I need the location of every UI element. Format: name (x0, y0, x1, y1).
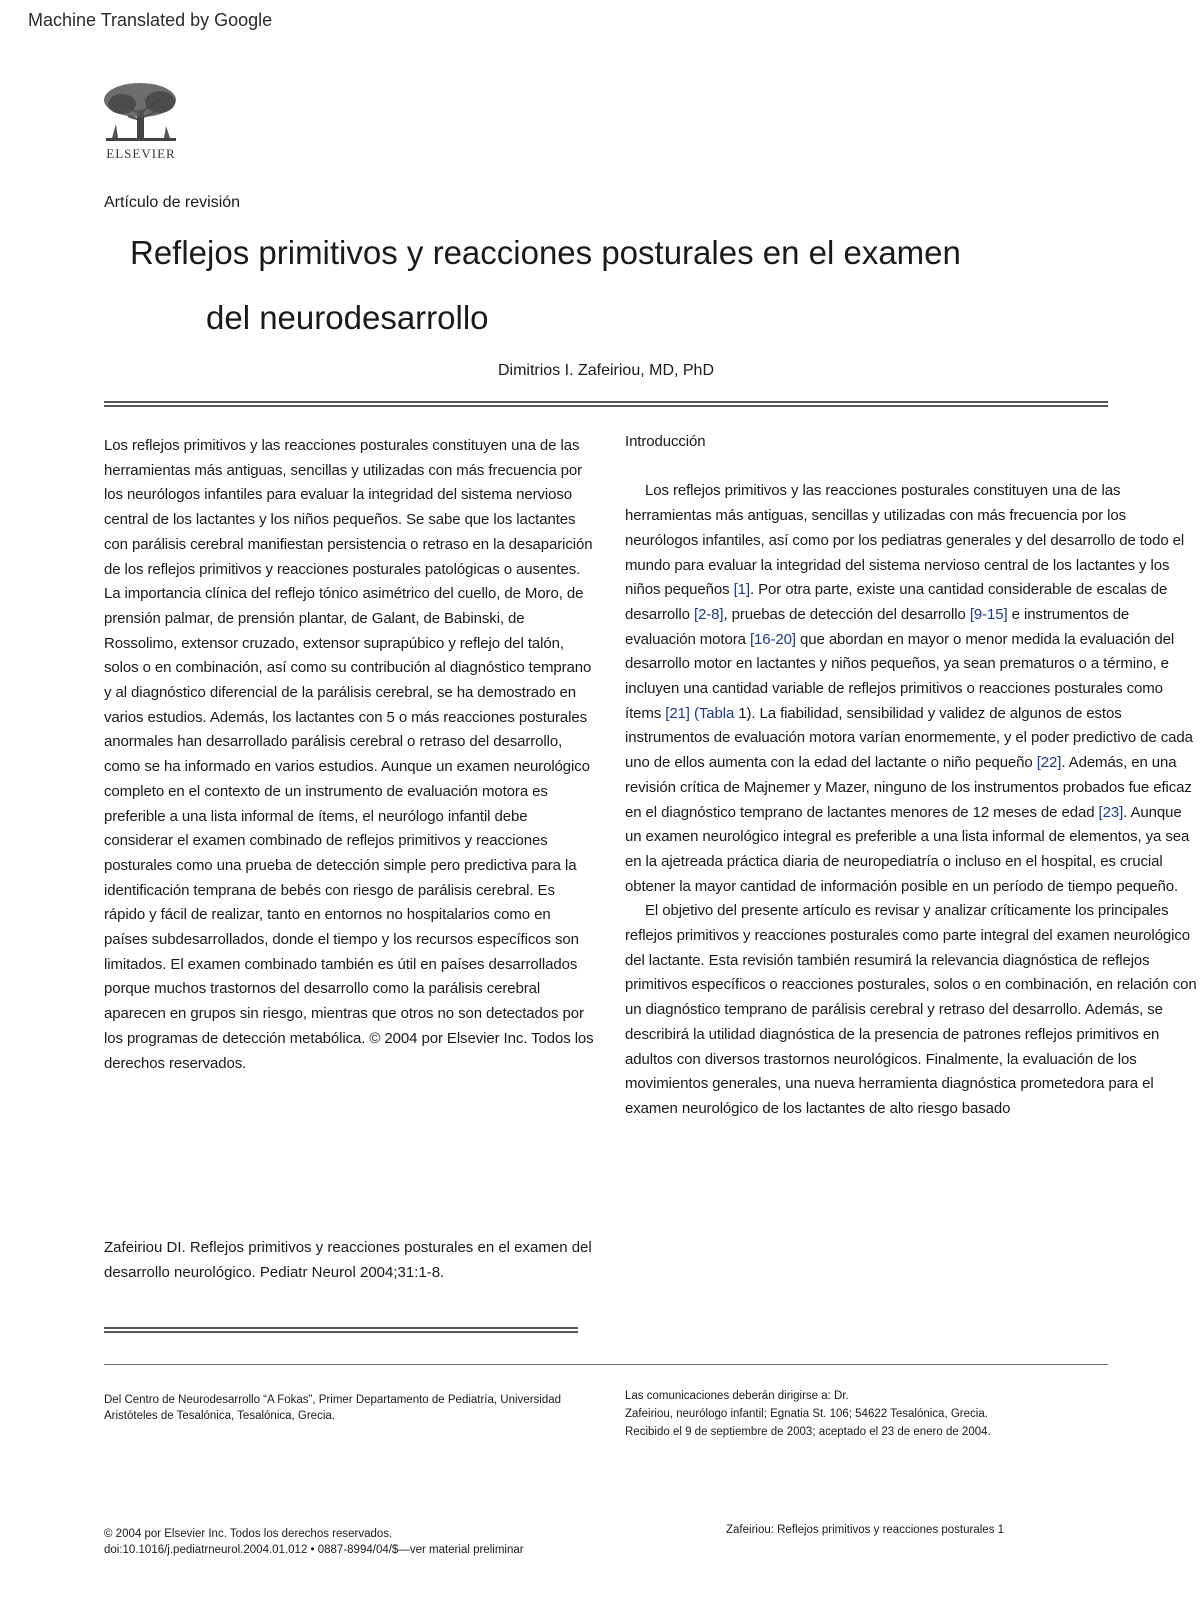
header-divider (104, 401, 1108, 407)
footer-left (104, 1526, 524, 1558)
body-text: . Aunque un examen neurológico integral es preferible a una lista informal de elementos, ya sea en la ajetreada práctica diaria de neuropediatría o incluso en el hospital, es crucial obtener la mayor cantidad de información posible en un período de tiempo pequeño. (625, 803, 1190, 895)
abstract-divider (104, 1327, 578, 1333)
elsevier-logo (100, 80, 182, 166)
author-line: Dimitrios I. Zafeiriou, MD, PhD (497, 362, 715, 379)
title-line-2: del neurodesarrollo (206, 299, 489, 336)
reference-link[interactable]: [16-20] (749, 630, 796, 648)
body-text: . Por otra parte, existe una cantidad considerable de escalas de desarrollo (625, 581, 1168, 623)
reference-link[interactable]: [23] (1098, 803, 1124, 821)
tree-logo-icon (100, 80, 182, 146)
body-text: . Además, en una revisión crítica de Majnemer y Mazer, ninguno de los instrumentos probados fue eficaz en el diagnóstico temprano de lactantes menores de 12 meses de edad (625, 754, 1192, 821)
body-text: que abordan en mayor o menor medida la evaluación del desarrollo motor en lactantes y niños pequeños, ya sean prematuros o a término, e incluyen una cantidad variable de reflejos primitivos o reacciones posturales como ítems (625, 630, 1175, 722)
article-type: Artículo de revisión (104, 194, 241, 211)
copyright-line: © 2004 por Elsevier Inc. Todos los derechos reservados. (104, 1528, 393, 1540)
body-text: 1). La fiabilidad, sensibilidad y validez de algunos de estos instrumentos de evaluación motora varían enormemente, y el poder predictivo de cada uno de ellos aumenta con la edad del lactante o niño pequeño (625, 704, 1193, 772)
reference-link[interactable]: [21] (665, 704, 690, 722)
reference-link[interactable]: [22] (1036, 754, 1062, 772)
title-line-1: Reflejos primitivos y reacciones posturales en el examen (130, 234, 961, 271)
body-text: , pruebas de detección del desarrollo (723, 605, 970, 623)
elsevier-wordmark: ELSEVIER (106, 146, 176, 161)
body-text: Los reflejos primitivos y las reacciones posturales constituyen una de las herramientas más antiguas, sencillas y utilizadas con más frecuencia por los neurólogos infantiles, así como por los pediatras generales y del desarrollo de todo el mundo para evaluar la integridad del sistema nervioso central de los lactantes y los niños pequeños (625, 482, 1185, 599)
correspondence-line-2: Zafeiriou, neurólogo infantil; Egnatia St. 106; 54622 Tesalónica, Grecia. (625, 1408, 988, 1420)
intro-paragraph-1 (625, 479, 1200, 899)
correspondence-line-1: Las comunicaciones deberán dirigirse a: Dr. (625, 1390, 849, 1402)
reference-link[interactable]: [2-8] (693, 605, 724, 623)
abstract-text: Los reflejos primitivos y las reacciones posturales constituyen una de las herramientas más antiguas, sencillas y utilizadas con más frecuencia por los neurólogos infantiles para evaluar la integridad del sistema nervioso central de los lactantes y los niños pequeños. Se sabe que los lactantes con parálisis cerebral manifiestan persistencia o retraso en la desaparición de los reflejos primitivos y reacciones posturales patológicas o ausentes. La importancia clínica del reflejo tónico asimétrico del cuello, de Moro, de prensión palmar, de prensión plantar, de Galant, de Babinski, de Rossolimo, extensor cruzado, extensor suprapúbico y reflejo del talón, solos o en combinación, así como su contribución al diagnóstico temprano y al diagnóstico diferencial de la parálisis cerebral, se ha demostrado en varios estudios. Además, los lactantes con 5 o más reacciones posturales anormales han desarrollado parálisis cerebral o retraso del desarrollo, como se ha informado en varios estudios. Aunque un examen neurológico completo en el contexto de un instrumento de evaluación motora es preferible a una lista informal de ítems, el neurólogo infantil debe considerar el examen combinado de reflejos primitivos y reacciones posturales como una prueba de detección simple pero predictiva para la identificación temprana de bebés con riesgo de parálisis cerebral. Es rápido y fácil de realizar, tanto en entornos no hospitalarios como en países subdesarrollados, donde el tiempo y los recursos específicos son limitados. El examen combinado también es útil en países desarrollados porque muchos trastornos del desarrollo como la parálisis cerebral aparecen en grupos sin riesgo, mientras que otros no son detectados por los programas de detección metabólica. © 2004 por Elsevier Inc. Todos los derechos reservados. (104, 437, 594, 1072)
section-heading-introduccion: Introducción (625, 433, 706, 450)
table-link[interactable]: (Tabla (693, 704, 735, 722)
abstract (104, 434, 594, 1076)
correspondence (625, 1388, 1045, 1442)
intro-paragraph-2: El objetivo del presente artículo es revisar y analizar críticamente los principales reflejos primitivos y reacciones posturales como parte integral del examen neurológico del lactante. Esta revisión también resumirá la relevancia diagnóstica de reflejos primitivos específicos o reacciones posturales, solos o en combinación, en relación con un diagnóstico temprano de parálisis cerebral y retraso del desarrollo. Además, se describirá la utilidad diagnóstica de la presencia de patrones reflejos primitivos en adultos con diversos trastornos neurológicos. Finalmente, la evaluación de los movimientos generales, una nueva herramienta diagnóstica prometedora para el examen neurológico de los lactantes de alto riesgo basado (625, 902, 1197, 1117)
reference-link[interactable]: [9-15] (969, 605, 1008, 623)
footnote-divider (104, 1364, 1108, 1365)
body-text: e instrumentos de evaluación motora (625, 605, 1130, 648)
doi-line[interactable]: doi:10.1016/j.pediatrneurol.2004.01.012 • 0887-8994/04/$—ver material preliminar (104, 1544, 524, 1556)
introduction (625, 430, 1200, 1122)
running-head: Zafeiriou: Reflejos primitivos y reacciones posturales 1 (726, 1524, 1005, 1536)
received-dates: Recibido el 9 de septiembre de 2003; aceptado el 23 de enero de 2004. (625, 1426, 991, 1438)
article-title (130, 220, 1090, 350)
citation-reference: Zafeiriou DI. Reflejos primitivos y reacciones posturales en el examen del desarrollo neurológico. Pediatr Neurol 2004;31:1-8. (104, 1239, 592, 1281)
machine-translation-banner: Machine Translated by Google (28, 10, 273, 30)
reference-link[interactable]: [1] (733, 581, 750, 599)
affiliation: Del Centro de Neurodesarrollo “A Fokas”, Primer Departamento de Pediatría, Universidad Aristóteles de Tesalónica, Tesalónica, Grecia. (104, 1394, 562, 1422)
